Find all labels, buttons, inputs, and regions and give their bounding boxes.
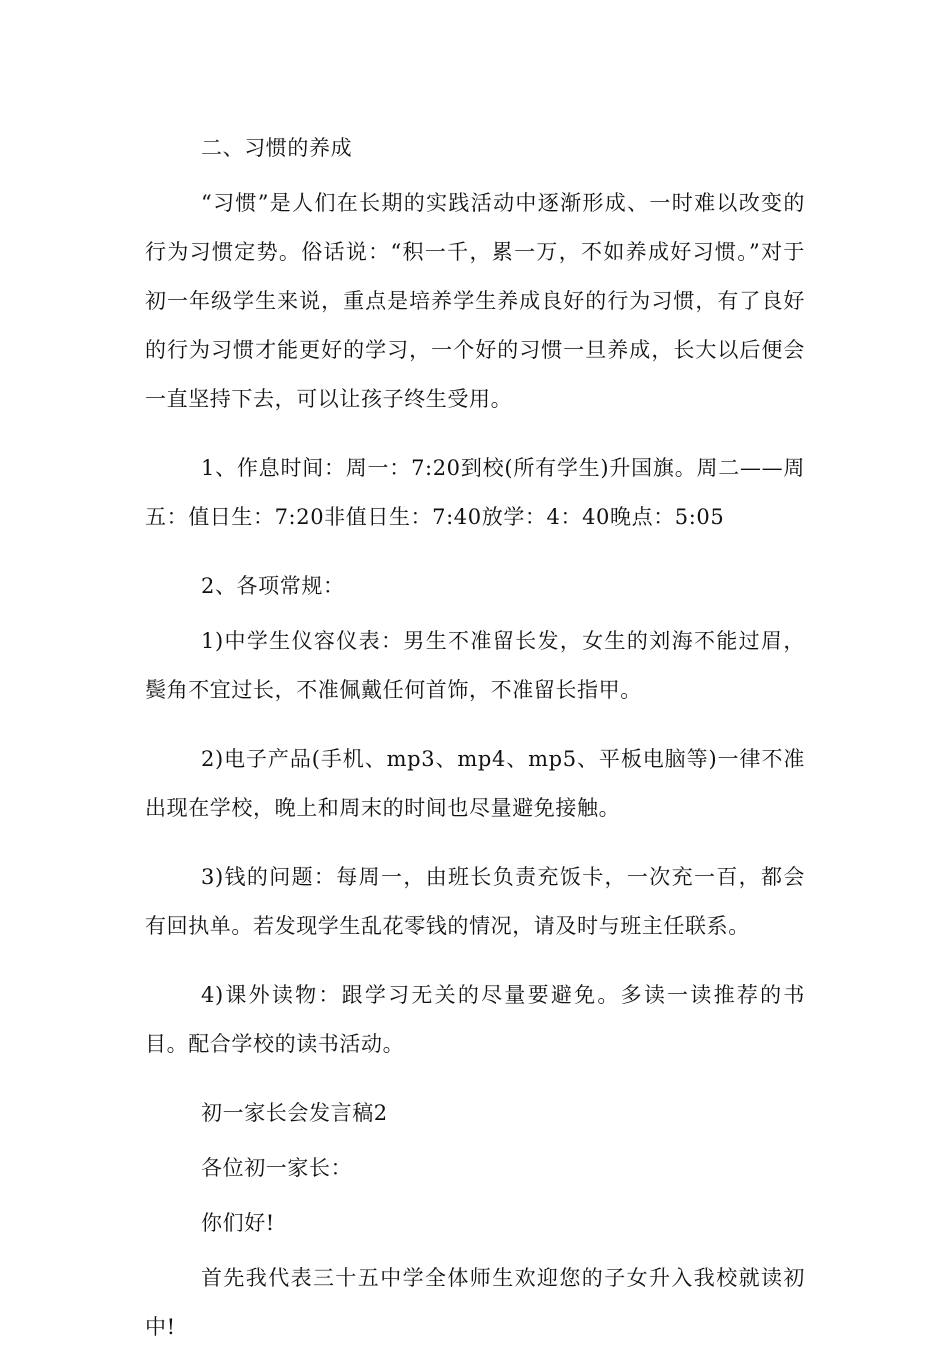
- paragraph-welcome: 首先我代表三十五中学全体师生欢迎您的子女升入我校就读初中!: [145, 1266, 805, 1339]
- section-heading-habits: 二、习惯的养成: [201, 136, 353, 160]
- paragraph-appearance-rule: 1)中学生仪容仪表：男生不准留长发，女生的刘海不能过眉，鬓角不宜过长，不准佩戴任何首饰，不准留长指甲。: [145, 629, 805, 702]
- salutation: 各位初一家长：: [201, 1156, 353, 1180]
- paragraph-electronics-rule: 2)电子产品(手机、mp3、mp4、mp5、平板电脑等)一律不准出现在学校，晚上和周末的时间也尽量避免接触。: [145, 747, 805, 820]
- greeting: 你们好!: [201, 1211, 275, 1235]
- speech-title: 初一家长会发言稿2: [201, 1101, 388, 1125]
- paragraph-money-rule: 3)钱的问题：每周一，由班长负责充饭卡，一次充一百，都会有回执单。若发现学生乱花零钱的情况，请及时与班主任联系。: [145, 865, 805, 938]
- document-page: [145, 124, 805, 1372]
- paragraph-habit-definition: “习惯”是人们在长期的实践活动中逐渐形成、一时难以改变的行为习惯定势。俗话说：“积一千，累一万，不如养成好习惯。”对于初一年级学生来说，重点是培养学生养成良好的行为习惯，有了良好的行为习惯才能更好的学习，一个好的习惯一旦养成，长大以后便会一直坚持下去，可以让孩子终生受用。: [145, 191, 805, 411]
- paragraph-schedule: 1、作息时间：周一：7:20到校(所有学生)升国旗。周二——周五：值日生：7:20非值日生：7:40放学：4：40晚点：5:05: [145, 456, 805, 529]
- paragraph-reading-rule: 4)课外读物：跟学习无关的尽量要避免。多读一读推荐的书目。配合学校的读书活动。: [145, 983, 805, 1056]
- paragraph-rules-heading: 2、各项常规：: [201, 574, 345, 598]
